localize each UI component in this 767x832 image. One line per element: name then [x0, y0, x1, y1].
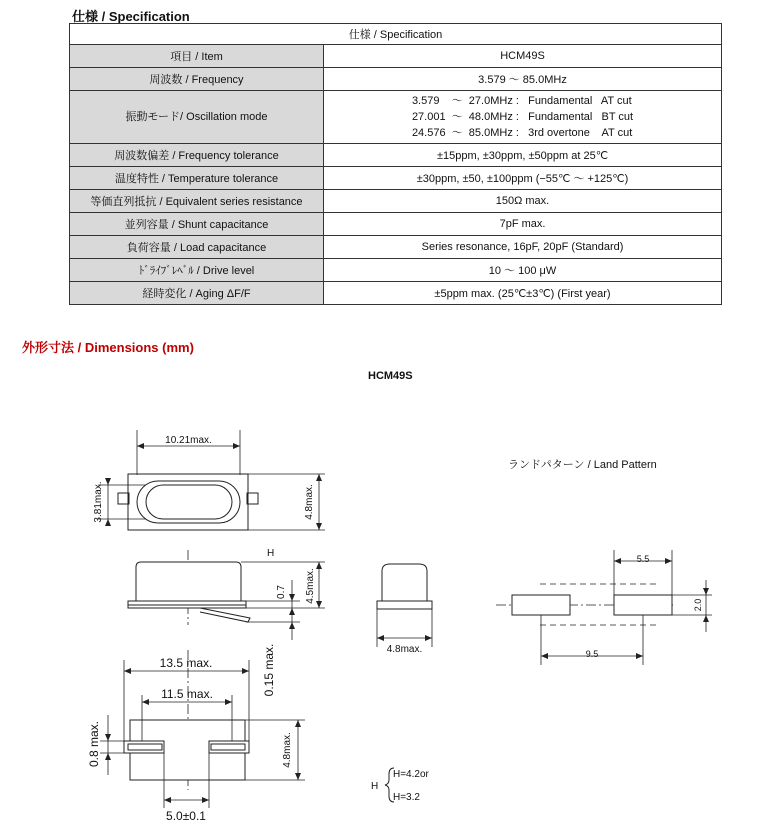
- row-label: 周波数 / Frequency: [70, 68, 324, 91]
- row-label: 周波数偏差 / Frequency tolerance: [70, 144, 324, 167]
- row-label: 経時変化 / Aging ΔF/F: [70, 282, 324, 305]
- row-label: 等価直列抵抗 / Equivalent series resistance: [70, 190, 324, 213]
- dim-lead-pitch: 5.0±0.1: [166, 809, 206, 823]
- section-heading-specification: 仕様 / Specification: [72, 9, 190, 24]
- dim-land-height: 2.0: [693, 598, 703, 612]
- oscillation-mode-line: 24.576 ～ 85.0MHz : 3rd overtone AT cut: [411, 127, 633, 139]
- dim-land-width: 5.5: [636, 554, 650, 564]
- front-view-outline: [377, 564, 432, 609]
- row-label: 並列容量 / Shunt capacitance: [70, 213, 324, 236]
- h-note-symbol: H: [371, 781, 379, 792]
- table-caption: 仕様 / Specification: [70, 24, 722, 45]
- dim-height-side: 4.5max.: [305, 568, 316, 604]
- row-value: 10 ～ 100 μW: [324, 259, 722, 282]
- row-label: ﾄﾞﾗｲﾌﾞﾚﾍﾞﾙ / Drive level: [70, 259, 324, 282]
- row-value: 7pF max.: [324, 213, 722, 236]
- row-label: 項目 / Item: [70, 45, 324, 68]
- dim-bottom-height: 4.8max.: [282, 732, 293, 768]
- oscillation-mode-line: 27.001 ～ 48.0MHz : Fundamental BT cut: [411, 111, 634, 123]
- row-label: 負荷容量 / Load capacitance: [70, 236, 324, 259]
- drawing-model-title: HCM49S: [368, 370, 413, 382]
- row-label: 温度特性 / Temperature tolerance: [70, 167, 324, 190]
- dim-lead-gap: 0.15 max.: [262, 643, 276, 697]
- dim-h-label: H: [267, 548, 275, 559]
- land-pattern-title: ランドパターン / Land Pattern: [508, 459, 657, 471]
- dim-bottom-overall: 13.5 max.: [159, 656, 213, 670]
- section-heading-dimensions: 外形寸法 / Dimensions (mm): [22, 340, 194, 355]
- row-label: 振動モード/ Oscillation mode: [70, 91, 324, 144]
- dim-standoff: 0.7: [276, 585, 287, 599]
- dim-height-right: 4.8max.: [304, 484, 315, 520]
- dim-width-top: 10.21max.: [165, 435, 212, 446]
- h-note-line1: H=4.2or: [393, 769, 429, 780]
- dim-height-left: 3.81max.: [93, 481, 104, 523]
- dim-land-pitch: 9.5: [585, 649, 599, 659]
- dim-bottom-inner: 11.5 max.: [161, 687, 213, 701]
- row-value: HCM49S: [324, 45, 722, 68]
- row-value: ±5ppm max. (25℃±3℃) (First year): [324, 282, 722, 305]
- dim-lead-thickness: 0.8 max.: [87, 720, 101, 768]
- row-value: Series resonance, 16pF, 20pF (Standard): [324, 236, 722, 259]
- side-view-outline: [128, 562, 250, 622]
- row-value: ±30ppm, ±50, ±100ppm (−55℃ ～ +125℃): [324, 167, 722, 190]
- top-view-outline: [118, 474, 258, 530]
- h-note-line2: H=3.2: [393, 792, 420, 803]
- row-value: ±15ppm, ±30ppm, ±50ppm at 25℃: [324, 144, 722, 167]
- row-value: 3.579 ～ 85.0MHz: [324, 68, 722, 91]
- row-value: 150Ω max.: [324, 190, 722, 213]
- bottom-view-outline: [124, 720, 249, 780]
- oscillation-mode-line: 3.579 ～ 27.0MHz : Fundamental AT cut: [411, 95, 632, 107]
- dim-front-width: 4.8max.: [386, 644, 423, 655]
